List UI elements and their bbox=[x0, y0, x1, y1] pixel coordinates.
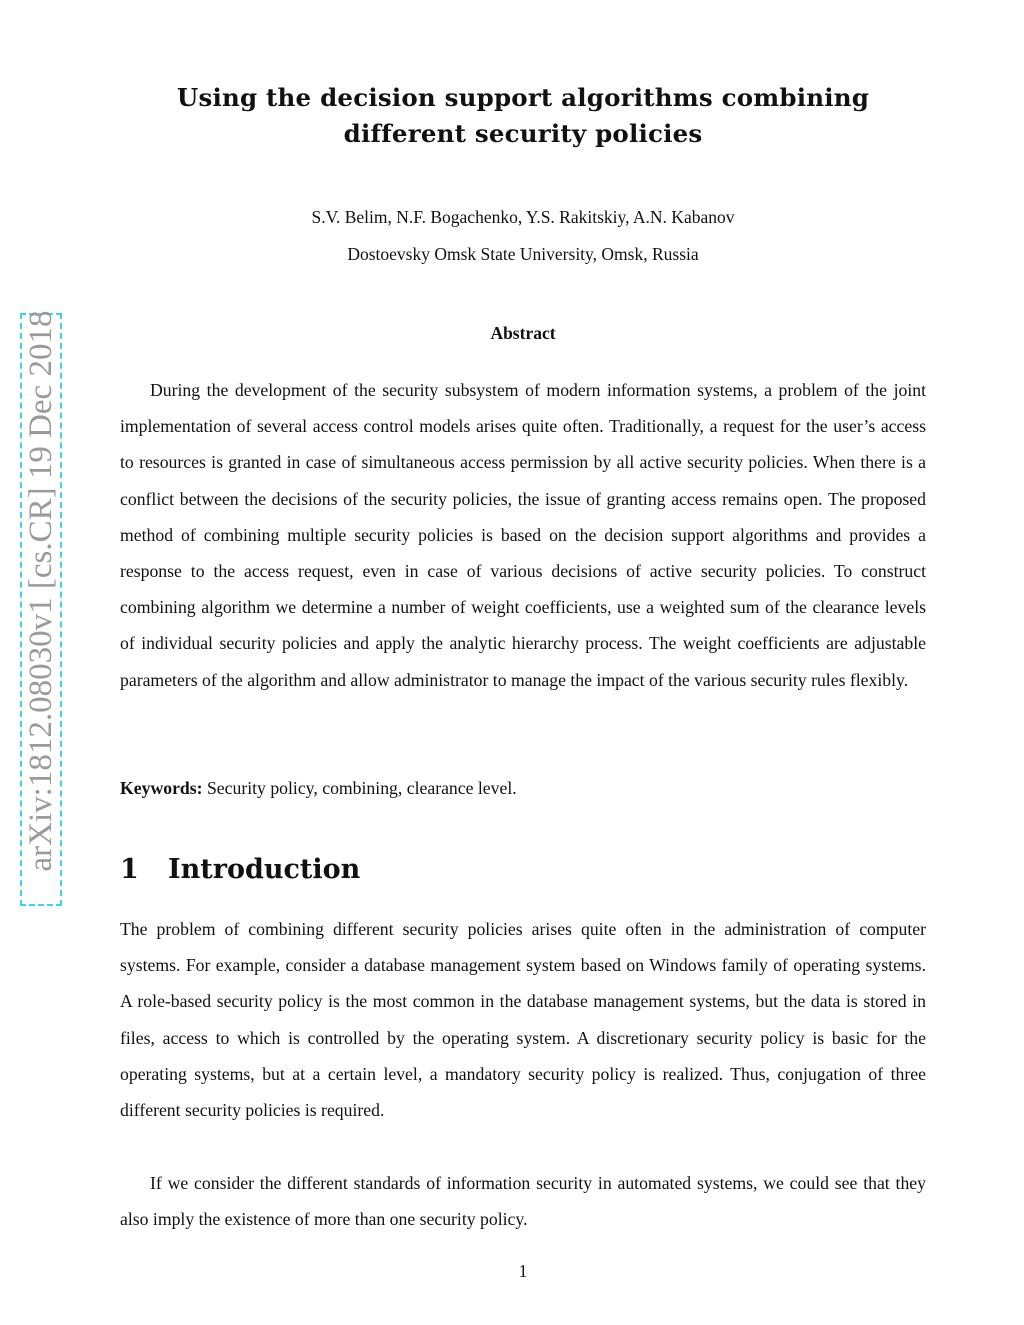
section-number: 1 bbox=[120, 854, 139, 885]
title-line-1: Using the decision support algorithms combining bbox=[176, 83, 870, 112]
affiliation: Dostoevsky Omsk State University, Omsk, Russia bbox=[347, 244, 699, 264]
authors: S.V. Belim, N.F. Bogachenko, Y.S. Rakitskiy, A.N. Kabanov bbox=[311, 207, 735, 227]
intro-paragraph-2: If we consider the different standards of information security in automated systems, we could see that they also imply the existence of more than one security policy. bbox=[120, 1173, 926, 1230]
keywords bbox=[120, 772, 926, 804]
abstract-text: During the development of the security subsystem of modern information systems, a problem of the joint implementation of several access control models arises quite often. Traditionally, a request for the user’s access to resources is granted in case of simultaneous access permission by all active security policies. When there is a conflict between the decisions of the security policies, the issue of granting access remains open. The proposed method of combining multiple security policies is based on the decision support algorithms and provides a response to the access request, even in case of various decisions of active security policies. To construct combining algorithm we determine a number of weight coefficients, use a weighted sum of the clearance levels of individual security policies and apply the analytic hierarchy process. The weight coefficients are adjustable parameters of the algorithm and allow administrator to manage the impact of the various security rules flexibly. bbox=[120, 380, 926, 690]
page-number: 1 bbox=[518, 1261, 528, 1281]
section-title: Introduction bbox=[168, 854, 361, 885]
keywords-text: Security policy, combining, clearance level. bbox=[206, 778, 517, 798]
title-line-2: different security policies bbox=[343, 119, 703, 148]
arxiv-identifier: arXiv:1812.08030v1 [cs.CR] 19 Dec 2018 bbox=[23, 310, 59, 872]
intro-paragraph-1: The problem of combining different security policies arises quite often in the administration of computer systems. For example, consider a database management system based on Windows family of operating systems. A role-based security policy is the most common in the database management systems, but the data is stored in files, access to which is controlled by the operating system. A discretionary security policy is basic for the operating systems, but at a certain level, a mandatory security policy is realized. Thus, conjugation of three different security policies is required. bbox=[120, 919, 926, 1121]
keywords-label: Keywords: bbox=[120, 778, 203, 798]
paper-title bbox=[120, 80, 926, 152]
section-heading bbox=[120, 850, 360, 890]
abstract-heading: Abstract bbox=[490, 323, 556, 343]
